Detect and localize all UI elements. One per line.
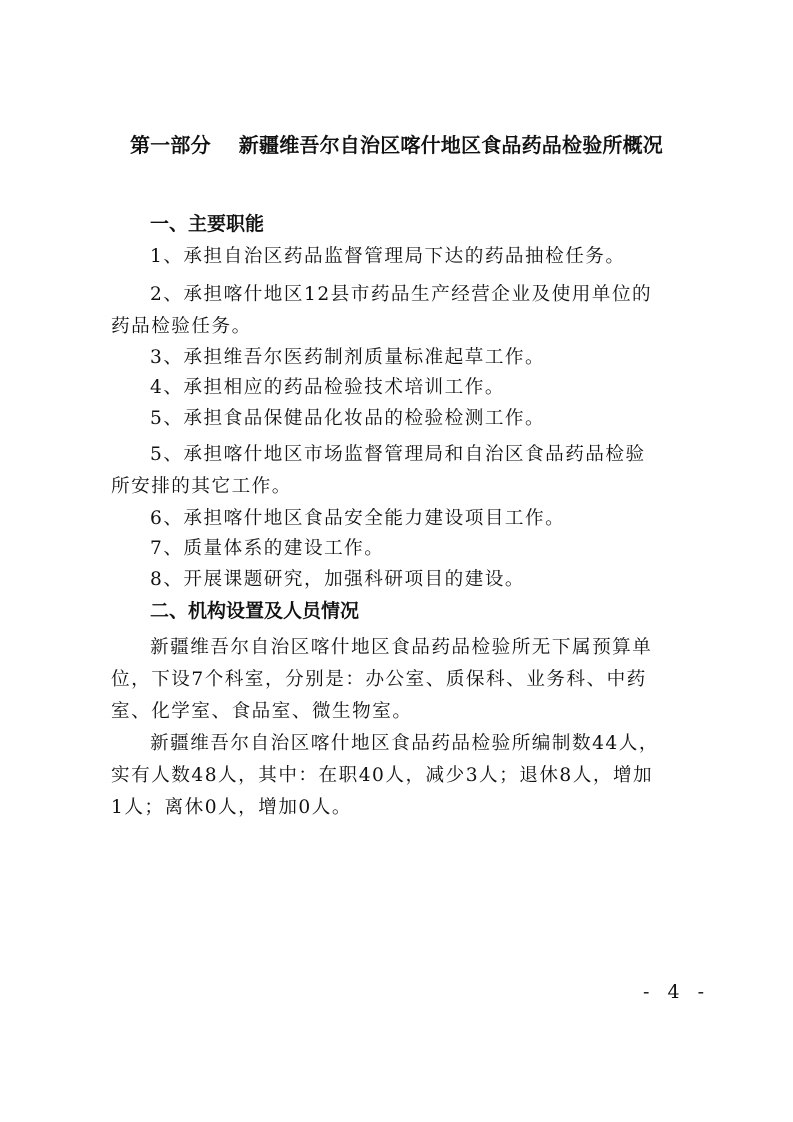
- page-number: - 4 -: [643, 981, 711, 1003]
- function-item: 5、承担喀什地区市场监督管理局和自治区食品药品检验: [150, 444, 646, 465]
- section-heading-functions: 一、主要职能: [150, 213, 265, 235]
- title-part: 第一部分: [129, 133, 211, 157]
- page-title: [0, 131, 793, 159]
- function-item: 5、承担食品保健品化妆品的检验检测工作。: [150, 408, 546, 429]
- function-item-continuation: 药品检验任务。: [111, 316, 252, 337]
- paragraph-line: 新疆维吾尔自治区喀什地区食品药品检验所无下属预算单: [150, 637, 653, 658]
- paragraph-line: 位，下设7个科室，分别是：办公室、质保科、业务科、中药: [111, 669, 647, 690]
- section-heading-organization: 二、机构设置及人员情况: [150, 600, 360, 622]
- function-item: 2、承担喀什地区12县市药品生产经营企业及使用单位的: [150, 284, 653, 305]
- function-item: 6、承担喀什地区食品安全能力建设项目工作。: [150, 508, 566, 529]
- function-item: 8、开展课题研究，加强科研项目的建设。: [150, 569, 526, 590]
- paragraph-line: 实有人数48人，其中：在职40人，减少3人；退休8人，增加: [111, 765, 654, 786]
- function-item-continuation: 所安排的其它工作。: [111, 476, 292, 497]
- paragraph-line: 新疆维吾尔自治区喀什地区食品药品检验所编制数44人，: [150, 733, 659, 754]
- title-name: 新疆维吾尔自治区喀什地区食品药品检验所概况: [238, 133, 663, 157]
- function-item: 7、质量体系的建设工作。: [150, 538, 385, 559]
- function-item: 4、承担相应的药品检验技术培训工作。: [150, 377, 505, 398]
- paragraph-line: 1人；离休0人，增加0人。: [111, 797, 352, 818]
- function-item: 3、承担维吾尔医药制剂质量标准起草工作。: [150, 347, 546, 368]
- paragraph-line: 室、化学室、食品室、微生物室。: [111, 701, 413, 722]
- function-item: 1、承担自治区药品监督管理局下达的药品抽检任务。: [150, 246, 626, 267]
